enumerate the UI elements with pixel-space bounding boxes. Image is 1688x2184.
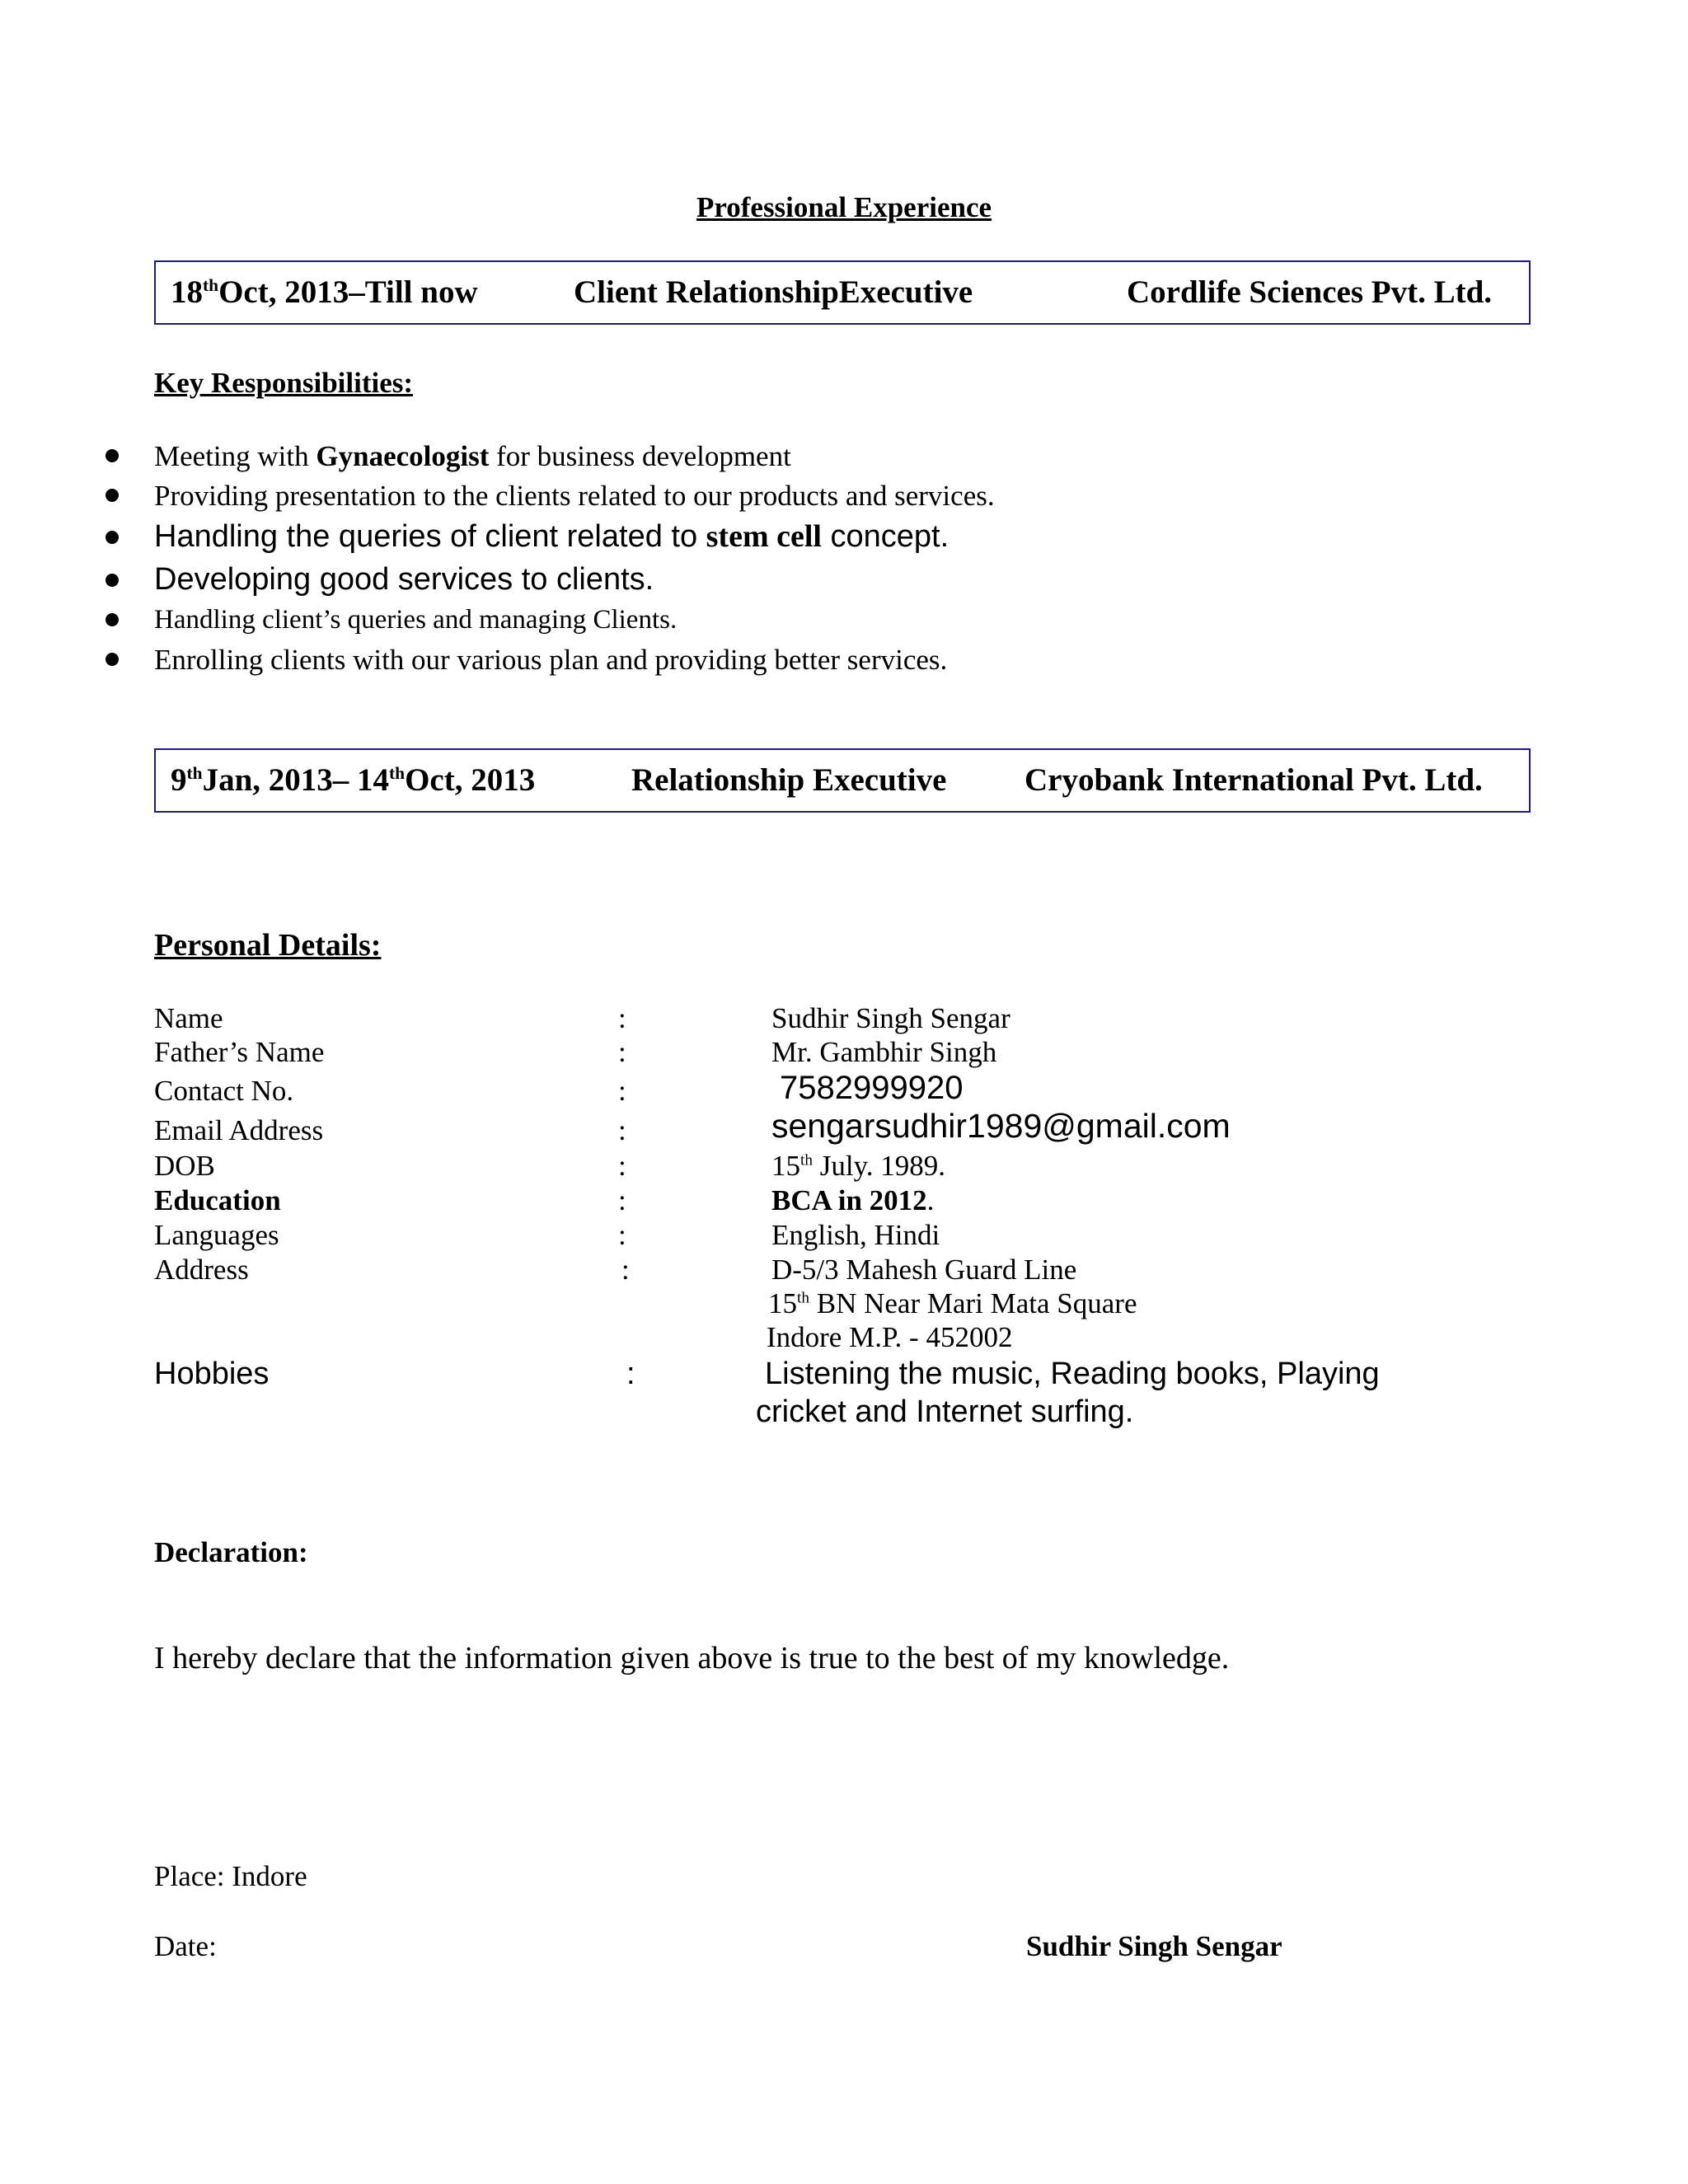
personal-row-address <box>0 1255 1688 1354</box>
personal-row-dob <box>0 1151 1688 1184</box>
place-label: Place: Indore <box>154 1860 307 1892</box>
education-value: BCA in 2012. <box>771 1184 935 1216</box>
row-label: Hobbies <box>154 1357 270 1391</box>
bullet-icon <box>106 449 119 462</box>
declaration-heading: Declaration: <box>154 1536 308 1568</box>
languages-value: English, Hindi <box>771 1219 940 1251</box>
personal-row-education <box>0 1186 1688 1219</box>
experience-box-2 <box>154 748 1531 813</box>
experience-role: Client RelationshipExecutive <box>574 274 973 310</box>
experience-company: Cryobank International Pvt. Ltd. <box>1025 762 1483 798</box>
hobbies-line-1: Listening the music, Reading books, Playing <box>765 1357 1380 1391</box>
address-line-1: D-5/3 Mahesh Guard Line <box>771 1254 1077 1286</box>
row-colon: : <box>618 1075 626 1107</box>
bullet-icon <box>106 489 119 502</box>
hobbies-line-2: cricket and Internet surfing. <box>756 1394 1134 1429</box>
signature-name: Sudhir Singh Sengar <box>1026 1930 1282 1962</box>
row-label: Languages <box>154 1219 279 1251</box>
address-line-3: Indore M.P. - 452002 <box>767 1321 1013 1353</box>
experience-role: Relationship Executive <box>631 762 947 798</box>
row-colon: : <box>618 1150 626 1182</box>
declaration-text: I hereby declare that the information given above is true to the best of my knowledge. <box>154 1641 1230 1675</box>
address-line-2: 15th BN Near Mari Mata Square <box>768 1287 1137 1319</box>
contact-value: 7582999920 <box>780 1070 964 1106</box>
personal-row-languages <box>0 1221 1688 1254</box>
key-responsibilities-heading: Key Responsibilities: <box>154 367 414 399</box>
list-item: Meeting with Gynaecologist for business development <box>154 440 791 472</box>
bullet-icon <box>106 531 119 544</box>
row-colon: : <box>621 1254 630 1286</box>
list-item: Enrolling clients with our various plan and providing better services. <box>154 644 948 676</box>
row-colon: : <box>618 1036 626 1068</box>
personal-row-contact <box>0 1070 1688 1109</box>
name-value: Sudhir Singh Sengar <box>771 1002 1010 1034</box>
personal-details-heading: Personal Details: <box>154 928 382 963</box>
row-colon: : <box>618 1002 626 1034</box>
list-item: Providing presentation to the clients related to our products and services. <box>154 480 995 512</box>
list-item: Handling client’s queries and managing Clients. <box>154 605 678 635</box>
father-value: Mr. Gambhir Singh <box>771 1036 997 1068</box>
bullet-icon <box>106 574 119 587</box>
row-label: Address <box>154 1254 249 1286</box>
personal-row-name <box>0 1004 1688 1037</box>
personal-row-email <box>0 1107 1688 1149</box>
row-label: Education <box>154 1184 281 1216</box>
experience-dates: 18thOct, 2013–Till now <box>171 274 478 310</box>
list-item: Developing good services to clients. <box>154 562 654 597</box>
bullet-icon <box>106 613 119 626</box>
row-colon: : <box>626 1357 635 1391</box>
row-label: Email Address <box>154 1114 324 1146</box>
experience-box-1 <box>154 260 1531 325</box>
row-label: DOB <box>154 1150 215 1182</box>
email-value: sengarsudhir1989@gmail.com <box>771 1107 1231 1145</box>
section-title: Professional Experience <box>696 191 992 223</box>
row-label: Contact No. <box>154 1075 294 1107</box>
date-label: Date: <box>154 1930 217 1962</box>
dob-value: 15th July. 1989. <box>771 1150 946 1182</box>
experience-dates: 9thJan, 2013– 14thOct, 2013 <box>171 762 536 798</box>
row-colon: : <box>618 1114 626 1146</box>
row-label: Name <box>154 1002 223 1034</box>
personal-row-hobbies <box>0 1358 1688 1441</box>
row-colon: : <box>618 1184 626 1216</box>
row-label: Father’s Name <box>154 1036 325 1068</box>
experience-company: Cordlife Sciences Pvt. Ltd. <box>1127 274 1493 310</box>
personal-row-father <box>0 1038 1688 1071</box>
bullet-icon <box>106 653 119 666</box>
list-item: Handling the queries of client related to stem cell concept. <box>154 519 950 554</box>
row-colon: : <box>618 1219 626 1251</box>
